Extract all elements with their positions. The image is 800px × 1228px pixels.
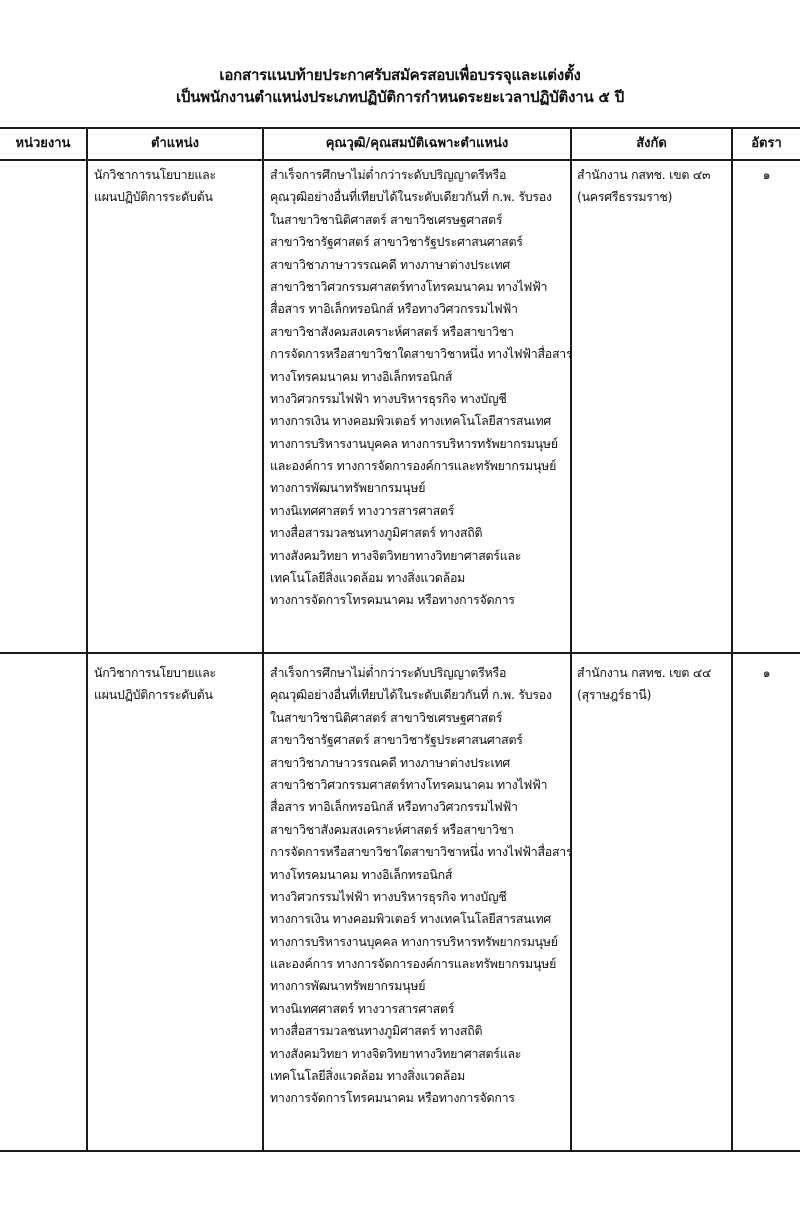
qualification-line: เทคโนโลยีสิ่งแวดล้อม ทางสิ่งแวดล้อม [270, 570, 466, 586]
qualification-line: สาขาวิชาสังคมสงเคราะห์ศาสตร์ หรือสาขาวิชา [270, 323, 514, 339]
qualification-line: การจัดการหรือสาขาวิชาใดสาขาวิชาหนึ่ง ทางไฟฟ้าสื่อสาร [270, 346, 573, 362]
affiliation-line: (นครศรีธรรมราช) [577, 189, 673, 205]
qualification-line: สำเร็จการศึกษาไม่ต่ำกว่าระดับปริญญาตรีหรือ [270, 665, 507, 680]
qualification-line: สาขาวิชาสังคมสงเคราะห์ศาสตร์ หรือสาขาวิชา [270, 821, 514, 837]
qualification-line: สื่อสาร ทาอิเล็กทรอนิกส์ หรือทางวิศวกรรมไฟฟ้า [270, 301, 518, 317]
position-line: นักวิชาการนโยบายและ [94, 665, 216, 680]
qualification-line: สื่อสาร ทาอิเล็กทรอนิกส์ หรือทางวิศวกรรมไฟฟ้า [270, 799, 518, 815]
position-line: แผนปฏิบัติการระดับต้น [94, 189, 213, 205]
qualification-line: คุณวุฒิอย่างอื่นที่เทียบได้ในระดับเดียวกันที่ ก.พ. รับรอง [270, 687, 552, 703]
rate-cell: ๑ [762, 167, 771, 182]
qualification-line: ทางการบริหารงานบุคคล ทางการบริหารทรัพยากรมนุษย์ [270, 435, 558, 451]
qualification-line: ทางโทรคมนาคม ทางอิเล็กทรอนิกส์ [270, 368, 453, 384]
table-bottom-rule [0, 1150, 800, 1152]
affiliation-line: (สุราษฎร์ธานี) [577, 687, 652, 703]
qualification-line: ทางการพัฒนาทรัพยากรมนุษย์ [270, 480, 426, 496]
affiliation-cell [577, 164, 710, 209]
qualification-line: และองค์การ ทางการจัดการองค์การและทรัพยากรมนุษย์ [270, 458, 557, 474]
column-divider [731, 127, 733, 1152]
qualification-line: ในสาขาวิชานิติศาสตร์ สาขาวิชเศรษฐศาสตร์ [270, 709, 503, 725]
header-rate: อัตรา [751, 136, 782, 151]
qualification-line: สาขาวิชาวิศวกรรมศาสตร์ทางโทรคมนาคม ทางไฟฟ้า [270, 776, 548, 792]
qualification-line: ทางสื่อสารมวลชนทางภูมิศาสตร์ ทางสถิติ [270, 1023, 483, 1039]
qualification-line: ทางการจัดการโทรคมนาคม หรือทางการจัดการ [270, 592, 515, 608]
qualification-line: ทางการเงิน ทางคอมพิวเตอร์ ทางเทคโนโลยีสารสนเทศ [270, 911, 551, 927]
position-cell [94, 662, 216, 707]
qualification-line: ทางสื่อสารมวลชนทางภูมิศาสตร์ ทางสถิติ [270, 525, 483, 541]
qualification-line: ทางสังคมวิทยา ทางจิตวิทยาทางวิทยาศาสตร์และ [270, 1045, 522, 1061]
column-divider [262, 127, 264, 1152]
qualification-line: ทางโทรคมนาคม ทางอิเล็กทรอนิกส์ [270, 866, 453, 882]
header-bottom-rule [0, 159, 800, 161]
qualification-line: สาขาวิชาวิศวกรรมศาสตร์ทางโทรคมนาคม ทางไฟฟ้า [270, 278, 548, 294]
qualification-line: ทางนิเทศศาสตร์ ทางวารสารศาสตร์ [270, 1000, 455, 1016]
document-title-line-2: เป็นพนักงานตำแหน่งประเภทปฏิบัติการกำหนดระยะเวลาปฏิบัติงาน ๕ ปี [175, 88, 625, 106]
qualification-line: และองค์การ ทางการจัดการองค์การและทรัพยากรมนุษย์ [270, 956, 557, 972]
header-position: ตำแหน่ง [151, 136, 199, 151]
row-divider-rule [0, 652, 800, 654]
document-title-line-1: เอกสารแนบท้ายประกาศรับสมัครสอบเพื่อบรรจุและแต่งตั้ง [219, 66, 581, 84]
position-cell [94, 164, 216, 209]
qualifications-cell [270, 164, 572, 612]
position-line: นักวิชาการนโยบายและ [94, 167, 216, 182]
rate-cell: ๑ [762, 665, 771, 680]
qualification-line: การจัดการหรือสาขาวิชาใดสาขาวิชาหนึ่ง ทางไฟฟ้าสื่อสาร [270, 844, 573, 860]
qualification-line: ทางการเงิน ทางคอมพิวเตอร์ ทางเทคโนโลยีสารสนเทศ [270, 413, 551, 429]
qualification-line: สำเร็จการศึกษาไม่ต่ำกว่าระดับปริญญาตรีหรือ [270, 167, 507, 182]
qualification-line: ในสาขาวิชานิติศาสตร์ สาขาวิชเศรษฐศาสตร์ [270, 211, 503, 227]
qualification-line: ทางวิศวกรรมไฟฟ้า ทางบริหารธุรกิจ ทางบัญชี [270, 888, 507, 904]
affiliation-line: สำนักงาน กสทช. เขต ๔๔ [577, 665, 712, 680]
qualification-line: ทางการจัดการโทรคมนาคม หรือทางการจัดการ [270, 1090, 515, 1106]
header-unit: หน่วยงาน [15, 136, 71, 151]
qualification-line: สาขาวิชารัฐศาสตร์ สาขาวิชารัฐประศาสนศาสตร์ [270, 732, 523, 748]
column-divider [86, 127, 88, 1152]
qualification-line: ทางการบริหารงานบุคคล ทางการบริหารทรัพยากรมนุษย์ [270, 933, 558, 949]
affiliation-line: สำนักงาน กสทช. เขต ๔๓ [577, 167, 711, 182]
header-affiliation: สังกัด [636, 136, 667, 151]
position-line: แผนปฏิบัติการระดับต้น [94, 687, 213, 703]
qualification-line: ทางนิเทศศาสตร์ ทางวารสารศาสตร์ [270, 502, 455, 518]
qualification-line: ทางสังคมวิทยา ทางจิตวิทยาทางวิทยาศาสตร์และ [270, 547, 522, 563]
affiliation-cell [577, 662, 711, 707]
qualification-line: เทคโนโลยีสิ่งแวดล้อม ทางสิ่งแวดล้อม [270, 1068, 466, 1084]
qualification-line: คุณวุฒิอย่างอื่นที่เทียบได้ในระดับเดียวกันที่ ก.พ. รับรอง [270, 189, 552, 205]
qualification-line: สาขาวิชาภาษาวรรณคดี ทางภาษาต่างประเทศ [270, 754, 510, 770]
qualifications-cell [270, 662, 572, 1110]
qualification-line: สาขาวิชาภาษาวรรณคดี ทางภาษาต่างประเทศ [270, 256, 510, 272]
qualification-line: ทางวิศวกรรมไฟฟ้า ทางบริหารธุรกิจ ทางบัญชี [270, 390, 507, 406]
header-qualifications: คุณวุฒิ/คุณสมบัติเฉพาะตำแหน่ง [325, 136, 509, 151]
qualification-line: ทางการพัฒนาทรัพยากรมนุษย์ [270, 978, 426, 994]
qualification-line: สาขาวิชารัฐศาสตร์ สาขาวิชารัฐประศาสนศาสตร์ [270, 234, 523, 250]
